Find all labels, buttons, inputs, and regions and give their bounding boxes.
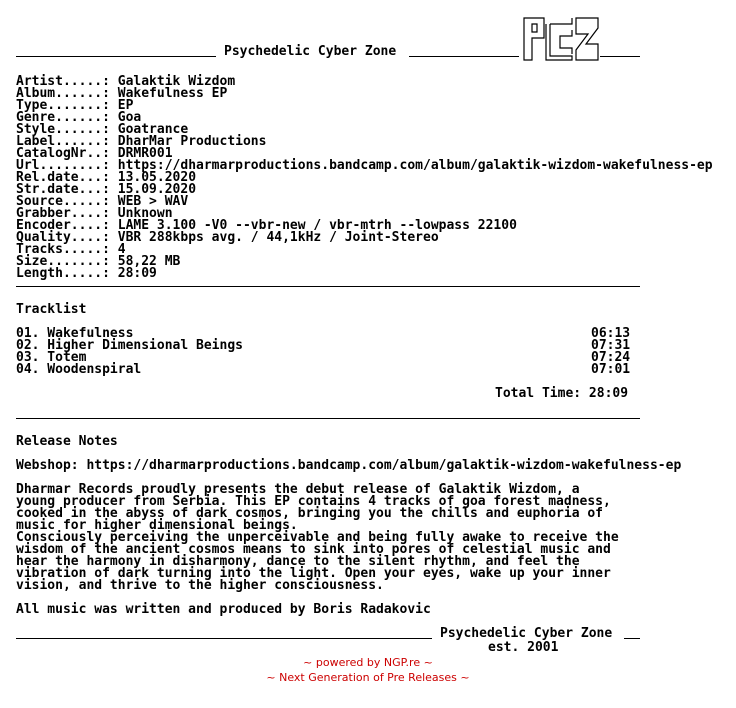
track-length: 06:13 [591, 326, 631, 341]
nfo-footer [16, 628, 713, 642]
notes-line: Dharmar Records proudly presents the debut release of Galaktik Wizdom, a [16, 482, 580, 497]
nfo-header [16, 40, 713, 64]
info-value: 4 [117, 242, 126, 257]
track-length: 07:31 [591, 338, 631, 353]
track-length: 07:24 [591, 350, 631, 365]
info-key: Url........: [16, 158, 110, 173]
info-key: Album......: [16, 86, 110, 101]
info-key: Type.......: [16, 98, 110, 113]
info-value: https://dharmarproductions.bandcamp.com/album/galaktik-wizdom-wakefulness-ep [117, 158, 713, 173]
info-value: DRMR001 [117, 146, 173, 161]
info-value: Galaktik Wizdom [117, 74, 236, 89]
pcz-logo [522, 16, 600, 62]
info-key: Artist.....: [16, 74, 110, 89]
info-key: Quality....: [16, 230, 110, 245]
track-length: 07:01 [591, 362, 631, 377]
info-key: Grabber....: [16, 206, 110, 221]
notes-line: music for higher dimensional beings. [16, 518, 298, 533]
info-key: Tracks.....: [16, 242, 110, 257]
info-value: Unknown [117, 206, 173, 221]
total-time [16, 388, 713, 400]
info-value: DharMar Productions [117, 134, 267, 149]
footer-est: est. 2001 [488, 640, 559, 655]
info-key: CatalogNr..: [16, 146, 110, 161]
info-value: 13.05.2020 [117, 170, 197, 185]
release-notes-heading: Release Notes [16, 434, 118, 449]
notes-line: vision, and thrive to the higher consciousness. [16, 578, 384, 593]
tracklist-heading: Tracklist [16, 302, 87, 317]
notes-line: Consciously perceiving the unperceivable and being fully awake to receive the [16, 530, 619, 545]
credits-line: All music was written and produced by Boris Radakovic [16, 602, 431, 617]
info-key: Label......: [16, 134, 110, 149]
info-value: LAME 3.100 -V0 --vbr-new / vbr-mtrh --lowpass 22100 [117, 218, 517, 233]
info-key: Size.......: [16, 254, 110, 269]
header-group-name: Psychedelic Cyber Zone [224, 44, 397, 59]
notes-line: young producer from Serbia. This EP contains 4 tracks of goa forest madness, [16, 494, 611, 509]
track-title: 03. Totem [16, 350, 87, 365]
info-value: Goa [117, 110, 142, 125]
track-title: 01. Wakefulness [16, 326, 134, 341]
track-row [16, 364, 713, 376]
track-title: 02. Higher Dimensional Beings [16, 338, 243, 353]
info-key: Style......: [16, 122, 110, 137]
info-key: Encoder....: [16, 218, 110, 233]
info-row [16, 268, 713, 280]
info-value: EP [117, 98, 134, 113]
tracklist [16, 328, 713, 376]
info-value: 28:09 [117, 266, 157, 281]
footer-group-name: Psychedelic Cyber Zone [440, 626, 613, 641]
info-key: Length.....: [16, 266, 110, 281]
ngp-tagline: ~ Next Generation of Pre Releases ~ [266, 671, 470, 684]
info-value: Goatrance [117, 122, 189, 137]
info-value: WEB > WAV [117, 194, 189, 209]
info-value: Wakefulness EP [117, 86, 228, 101]
info-value: 15.09.2020 [117, 182, 197, 197]
info-key: Source.....: [16, 194, 110, 209]
divider [16, 280, 713, 292]
webshop-line: Webshop: https://dharmarproductions.bandcamp.com/album/galaktik-wizdom-wakefulness-ep [16, 458, 682, 473]
info-key: Rel.date...: [16, 170, 110, 185]
divider [16, 412, 713, 424]
info-key: Genre......: [16, 110, 110, 125]
nfo-document [16, 40, 713, 654]
notes-line: cooked in the abyss of dark cosmos, bringing you the chills and euphoria of [16, 506, 603, 521]
release-notes-text [16, 484, 713, 592]
release-info [16, 76, 713, 280]
info-value: VBR 288kbps avg. / 44,1kHz / Joint-Stereo [117, 230, 439, 245]
notes-line: hear the harmony in disharmony, dance to the silent rhythm, and feel the [16, 554, 580, 569]
powered-by-credit: ~ powered by NGP.re ~ [303, 656, 433, 669]
info-key: Str.date...: [16, 182, 110, 197]
track-title: 04. Woodenspiral [16, 362, 142, 377]
notes-line: wisdom of the ancient cosmos means to sink into pores of celestial music and [16, 542, 611, 557]
total-time-text: Total Time: 28:09 [495, 386, 629, 401]
notes-line: vibration of dark turning into the light. Open your eyes, wake up your inner [16, 566, 611, 581]
info-value: 58,22 MB [117, 254, 181, 269]
